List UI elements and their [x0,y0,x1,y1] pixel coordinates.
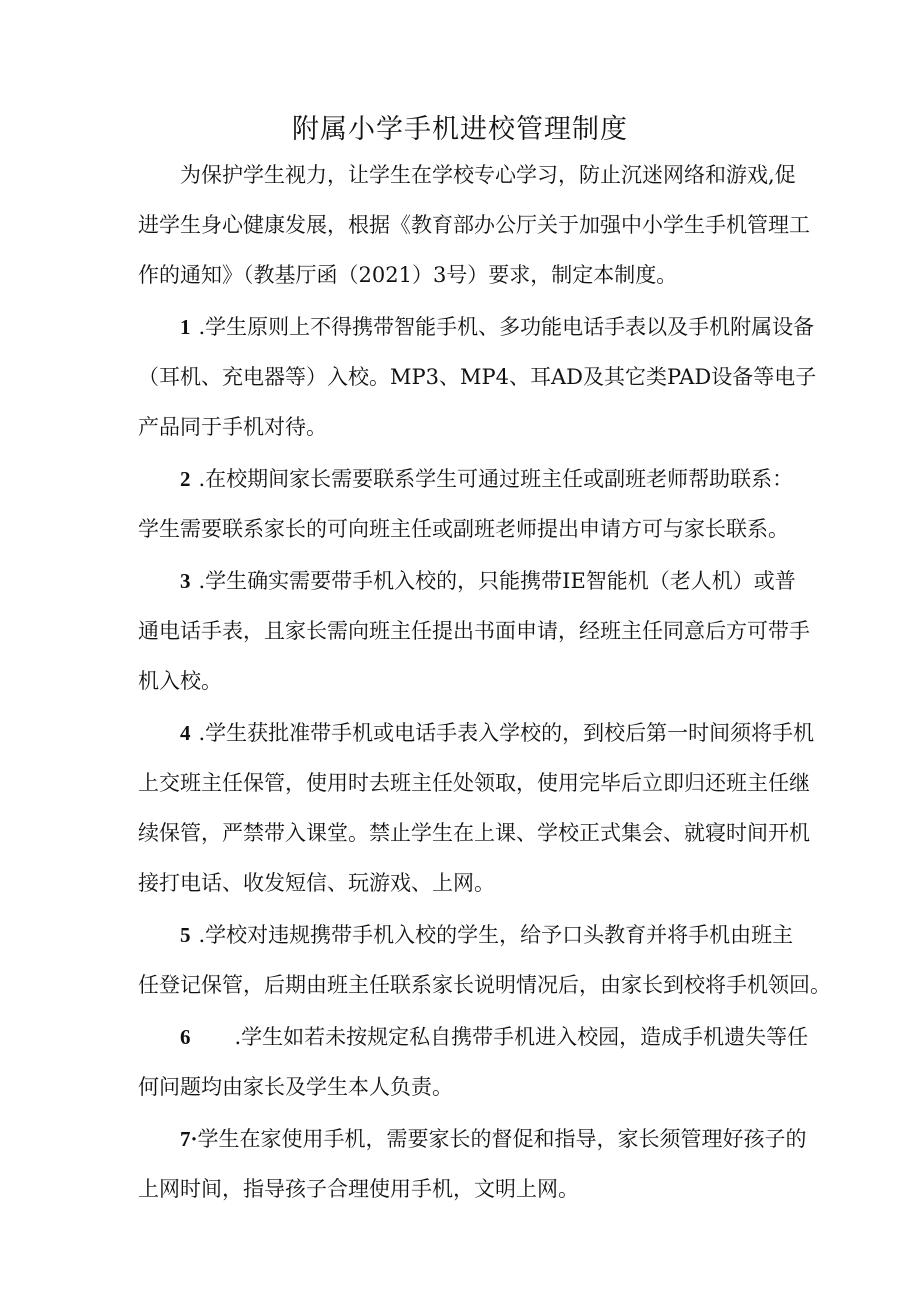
rule-number: 5 [180,923,191,947]
intro-line: 为保护学生视力，让学生在学校专心学习，防止沉迷网络和游戏,促 [180,163,796,187]
rule-line: 产品同于手机对待。 [138,415,327,439]
rule-text: .学生原则上不得携带智能手机、多功能电话手表以及手机附属设备 [198,315,815,339]
rule-line: 通电话手表，且家长需向班主任提出书面申请，经班主任同意后方可带手 [138,619,810,643]
rule-number: 6 [180,1025,191,1049]
rule-line: 任登记保管，后期由班主任联系家长说明情况后，由家长到校将手机领回。 [138,973,831,997]
intro-line: 作的通知》（教基厅函（2021）3号）要求，制定本制度。 [138,263,678,287]
rule-line: 接打电话、收发短信、玩游戏、上网。 [138,871,495,895]
rule-text: .学校对违规携带手机入校的学生，给予口头教育并将手机由班主 [198,923,794,947]
rule-number: 4 [180,721,191,745]
rule-item-4 [180,718,814,748]
rule-item-3 [180,566,796,596]
rule-text: .学生确实需要带手机入校的，只能携带IE智能机（老人机）或普 [198,569,796,593]
rule-number: 2 [180,467,191,491]
document-title: 附属小学手机进校管理制度 [292,114,628,145]
rule-number: 1 [180,315,191,339]
rule-line: 学生需要联系家长的可向班主任或副班老师提出申请方可与家长联系。 [138,517,789,541]
rule-line: （耳机、充电器等）入校。MP3、MP4、耳AD及其它类PAD设备等电子 [138,365,817,389]
rule-text: .学生获批准带手机或电话手表入学校的，到校后第一时间须将手机 [198,721,815,745]
rule-text: .学生如若未按规定私自携带手机进入校园，造成手机遗失等任 [234,1025,809,1049]
rule-line: 续保管，严禁带入课堂。禁止学生在上课、学校正式集会、就寝时间开机 [138,821,810,845]
rule-item-6 [180,1022,808,1052]
rule-line: 机入校。 [138,669,222,693]
rule-text: .在校期间家长需要联系学生可通过班主任或副班老师帮助联系： [198,467,794,491]
rule-line: 何问题均由家长及学生本人负责。 [138,1075,453,1099]
rule-line: 上交班主任保管，使用时去班主任处领取，使用完毕后立即归还班主任继 [138,771,810,795]
rule-number: 7· [180,1127,198,1151]
rule-item-7 [180,1124,807,1154]
intro-line: 进学生身心健康发展，根据《教育部办公厅关于加强中小学生手机管理工 [138,213,810,237]
rule-text: 学生在家使用手机，需要家长的督促和指导，家长须管理好孩子的 [197,1127,807,1151]
rule-item-1 [180,312,814,342]
rule-item-5 [180,920,793,950]
rule-line: 上网时间，指导孩子合理使用手机，文明上网。 [138,1177,579,1201]
rule-item-2 [180,464,793,494]
rule-number: 3 [180,569,191,593]
